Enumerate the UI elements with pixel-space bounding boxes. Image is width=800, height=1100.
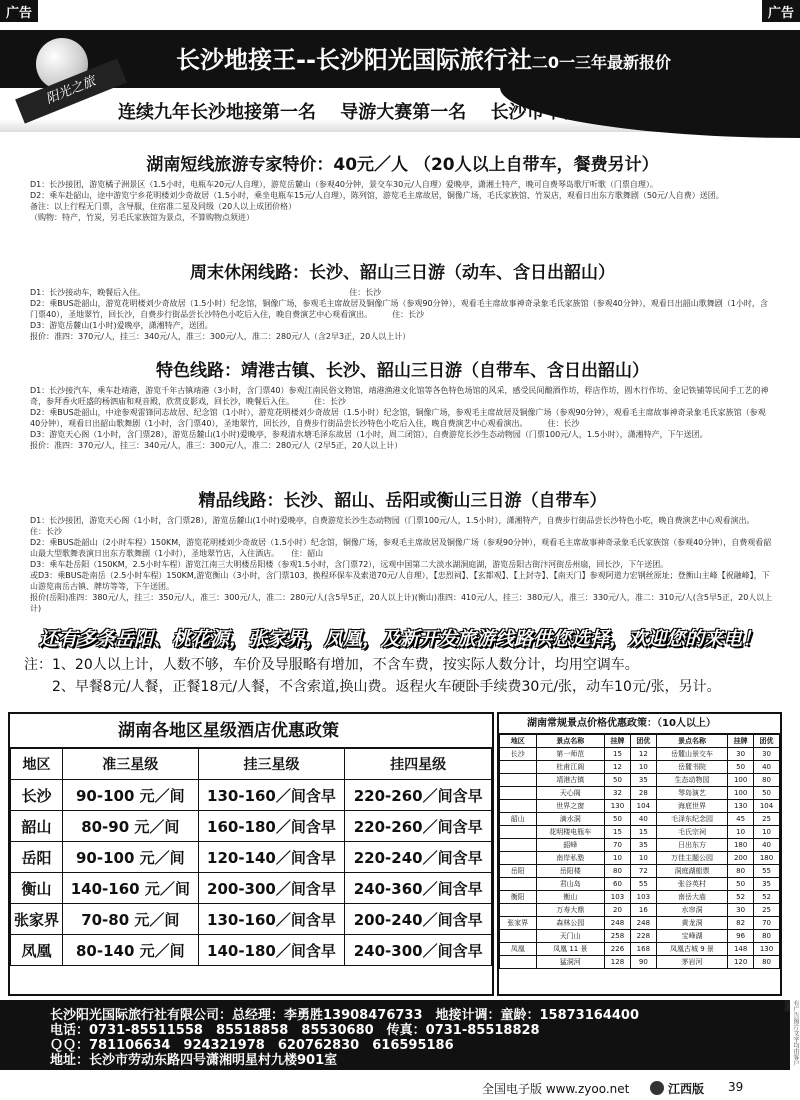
table-cell: 226: [605, 943, 631, 956]
table-cell: 50: [754, 787, 780, 800]
table-cell: [500, 800, 537, 813]
price-table: [499, 734, 780, 969]
table-cell: [500, 787, 537, 800]
table-cell: 80: [728, 865, 754, 878]
note-2: 2、早餐8元/人餐，正餐18元/人餐，不含索道,换山费。返程火车硬卧手续费30元/张，动车10元/张，另计。: [24, 679, 721, 695]
table-cell: 水帘洞: [656, 904, 727, 917]
table-cell: 衡阳: [500, 891, 537, 904]
table-cell: 衡山: [11, 873, 63, 904]
table-row: [11, 904, 492, 935]
bottom-bar: [0, 1076, 800, 1100]
footer-line: ＱＱ：781106634 924321978 620762830 616595186: [50, 1038, 454, 1053]
table-cell: 张谷英村: [656, 878, 727, 891]
table-cell: 40: [754, 761, 780, 774]
table-row: [500, 787, 780, 800]
itinerary-line: D3：游览天心阁（1小时，含门票28），游览岳麓山(1小时)爱晚亭，参观清水塘毛泽东故居（1小时，周二闭馆），自费游览长沙生态动物园（门票100元/人，1.5小时），潇湘特产，下午送团。: [30, 430, 708, 439]
table-row: [500, 852, 780, 865]
ribbon-logo: 阳光之旅: [15, 58, 127, 123]
table-cell: 130-160／间含早: [198, 780, 345, 811]
table-cell: 日出东方: [656, 839, 727, 852]
table-cell: 10: [754, 826, 780, 839]
table-cell: 72: [630, 865, 656, 878]
page-number: 39: [728, 1080, 744, 1094]
section-weekend-line: [30, 258, 775, 342]
table-cell: 茅岩河: [656, 956, 727, 969]
table-row: [500, 878, 780, 891]
table-cell: 30: [728, 748, 754, 761]
ad-label-left: 广告: [0, 0, 38, 22]
table-row: [11, 811, 492, 842]
table-cell: 82: [728, 917, 754, 930]
itinerary-line: D2：乘BUS赴韶山（2小时车程）150KM，游览花明楼刘少奇故居（1.5小时）纪念馆，铜像广场，参观毛主席故居及铜像广场（参观90分钟），观看毛主席故事神奇录象毛氏家族馆（参观40分钟），自费观看韶山最大型歌舞表演日出东方歌舞剧（1小时），圣地翠竹店，入住酒店。 住：韶山: [30, 538, 772, 558]
table-cell: 15: [630, 826, 656, 839]
table-cell: 50: [605, 774, 631, 787]
ad-label-right: 广告: [762, 0, 800, 22]
table-cell: 100: [728, 774, 754, 787]
contact-footer: [0, 1000, 790, 1070]
table-cell: 长沙: [11, 780, 63, 811]
footer-line: 电话：0731-85511558 85518858 85530680 传真：0731-85518828: [50, 1023, 540, 1038]
table-cell: 10: [630, 852, 656, 865]
table-cell: 50: [728, 761, 754, 774]
table-cell: 15: [605, 748, 631, 761]
table-cell: 35: [630, 774, 656, 787]
header-title-sub: 二0一三年最新报价: [531, 53, 672, 72]
table-row: [500, 917, 780, 930]
table-cell: 16: [630, 904, 656, 917]
table-cell: 长沙: [500, 748, 537, 761]
table-cell: 岳麓山景交车: [656, 748, 727, 761]
table-cell: 凤凰: [11, 935, 63, 966]
slogan-3: 长沙市十佳旅行社: [490, 102, 635, 123]
table-cell: 240-360／间含早: [345, 873, 492, 904]
slogans: [118, 98, 653, 124]
table-cell: 80-90 元／间: [62, 811, 198, 842]
itinerary-line: D2：乘BUS赴韶山，游览花明楼刘少奇故居（1.5小时）纪念馆，铜像广场，参观毛主席故居及铜像广场（参观90分钟），观看毛主席故事神奇录象毛氏家族馆（参观40分钟），观看日出韶山歌舞剧（1小时，含门票40），圣地翠竹，回长沙，自费步行街品尝长沙特色小吃后入住，晚自费演艺中心观看演出。 住：长沙: [30, 299, 768, 319]
table-cell: 世界之窗: [536, 800, 605, 813]
table-cell: 140-180／间含早: [198, 935, 345, 966]
table-cell: 180: [728, 839, 754, 852]
table-cell: 滴水洞: [536, 813, 605, 826]
itinerary-line: 或D3：乘BUS赴南岳（2.5小时车程）150KM,游览衡山（3小时，含门票103，换程环保车及索道70元/人自理），【忠烈祠】、【玄都观】、【上封寺】、【南天门】参观阿道力宏钢丝原址；登衡山主峰【祝融峰】，下山游览南岳古镇、牌坊等等，下午送团。: [30, 571, 770, 591]
header-title: [176, 40, 671, 75]
table-cell: 90-100 元／间: [62, 842, 198, 873]
table-row: [500, 748, 780, 761]
table-cell: 洞庭湖船票: [656, 865, 727, 878]
attraction-price-table: [497, 712, 782, 996]
itinerary-line: 备注：以上行程无门票，含导服，住宿准二星及同级（20人以上成团价格）: [30, 202, 297, 211]
table-cell: 248: [630, 917, 656, 930]
table-cell: 220-260／间含早: [345, 811, 492, 842]
note-1: 注：1、20人以上计，人数不够，车价及导服略有增加，不含车费，按实际人数分计，均用空调车。: [24, 657, 639, 673]
itinerary-line: D1：长沙接团，游览橘子洲景区（1.5小时，电瓶车20元/人自理），游览岳麓山（参观40分钟，景交车30元/人自理）爱晚亭，潇湘土特产，晚可自费琴岛歌厅听歌（门票自理）。: [30, 180, 658, 189]
table-cell: 160-180／间含早: [198, 811, 345, 842]
column-header: 挂牌: [728, 735, 754, 748]
table-cell: 南岳大庙: [656, 891, 727, 904]
section-title: 精品线路：长沙、韶山、岳阳或衡山三日游（自带车）: [198, 491, 607, 511]
table-cell: 128: [605, 956, 631, 969]
table-cell: 万佳主题公园: [656, 852, 727, 865]
table-cell: 200: [728, 852, 754, 865]
column-header: 景点名称: [656, 735, 727, 748]
table-row: [500, 761, 780, 774]
table-cell: 25: [754, 904, 780, 917]
footer-line: 长沙阳光国际旅行社有限公司：总经理：李勇胜13908476733 地接计调：童龄：15873164400: [50, 1008, 639, 1023]
table-row: [500, 943, 780, 956]
table-cell: 52: [754, 891, 780, 904]
itinerary-line: 报价：准四：370元/人，挂三：340元/人，准三：300元/人，准二：280元/人（含2早3正，20人以上计）: [30, 332, 411, 341]
table-cell: 凤凰: [500, 943, 537, 956]
table-cell: 40: [630, 813, 656, 826]
table-row: [11, 780, 492, 811]
column-header: 地区: [11, 749, 63, 780]
table-cell: 248: [605, 917, 631, 930]
column-header: 挂四星级: [345, 749, 492, 780]
table-row: [500, 826, 780, 839]
table-cell: [500, 774, 537, 787]
table-cell: 103: [630, 891, 656, 904]
edition-badge-icon: [650, 1081, 664, 1095]
table-cell: 花明楼电瓶车: [536, 826, 605, 839]
table-cell: 30: [754, 748, 780, 761]
table-cell: 28: [630, 787, 656, 800]
table-cell: 240-300／间含早: [345, 935, 492, 966]
table-cell: 130: [605, 800, 631, 813]
slogan-2: 导游大赛第一名: [340, 102, 467, 123]
table-cell: 90-100 元／间: [62, 780, 198, 811]
table-cell: 35: [754, 878, 780, 891]
table-cell: 120-140／间含早: [198, 842, 345, 873]
table-cell: 衡山: [536, 891, 605, 904]
table-cell: 35: [630, 839, 656, 852]
table-cell: 15: [605, 826, 631, 839]
table-cell: 96: [728, 930, 754, 943]
table-cell: 130-160／间含早: [198, 904, 345, 935]
section-premium-line: [30, 486, 775, 614]
table-cell: 258: [605, 930, 631, 943]
table-cell: 200-300／间含早: [198, 873, 345, 904]
table-cell: 张家界: [500, 917, 537, 930]
column-header: 团优: [754, 735, 780, 748]
table-cell: 228: [630, 930, 656, 943]
table-cell: 180: [754, 852, 780, 865]
price-table-title: 湖南常规景点价格优惠政策：（10人以上）: [499, 714, 780, 734]
table-cell: 10: [728, 826, 754, 839]
table-row: [500, 774, 780, 787]
itinerary-line: D2：乘车赴韶山，途中游览宁乡花明楼刘少奇故居（1.5小时，乘坐电瓶车15元/人自理），陈列馆，游览毛主席故居，铜像广场，毛氏家族馆、竹炭店，观看日出东方歌舞剧（50元/人自费）送团。: [30, 191, 724, 200]
table-cell: 130: [754, 943, 780, 956]
table-cell: [500, 761, 537, 774]
table-cell: 80: [754, 956, 780, 969]
table-cell: 森林公园: [536, 917, 605, 930]
itinerary-line: D1：长沙接汽车，乘车赴靖港，游览千年古镇靖港（3小时，含门票40）参观江南民俗文物馆，靖港渔港文化馆等各色特色场馆的风采，感受民间酿酒作坊，稃店作坊，圆木行作坊、金记铁铺等民间手工艺的神奇，参拜香火旺盛的杨泗庙和观音殿，欣赏皮影戏，回长沙，晚餐后入住。 住：长沙: [30, 386, 769, 406]
table-cell: 12: [605, 761, 631, 774]
site-url: 全国电子版 www.zyoo.net: [482, 1082, 630, 1096]
table-cell: 韶山: [500, 813, 537, 826]
table-cell: 海底世界: [656, 800, 727, 813]
footer-line: 地址：长沙市劳动东路四号潇湘明星村九楼901室: [50, 1053, 338, 1068]
table-cell: 70: [754, 917, 780, 930]
column-header: 挂三星级: [198, 749, 345, 780]
header: [0, 22, 800, 142]
table-row: [500, 813, 780, 826]
notes: [24, 654, 784, 698]
table-row: [500, 956, 780, 969]
table-cell: 凤凰 11 景: [536, 943, 605, 956]
section-title: 湖南短线旅游专家特价：40元／人 （20人以上自带车，餐费另计）: [146, 155, 659, 175]
table-row: [500, 930, 780, 943]
itinerary-line: D1：长沙接动车，晚餐后入住。 住：长沙: [30, 288, 382, 297]
side-caption: 有广告图片文字均由客户提供: [783, 1000, 799, 1066]
table-cell: 80: [605, 865, 631, 878]
table-cell: 25: [754, 813, 780, 826]
table-cell: 50: [728, 878, 754, 891]
table-cell: 猛洞河: [536, 956, 605, 969]
table-cell: 20: [605, 904, 631, 917]
table-cell: 韶峰: [536, 839, 605, 852]
table-cell: 220-240／间含早: [345, 842, 492, 873]
table-cell: 148: [728, 943, 754, 956]
table-cell: 45: [728, 813, 754, 826]
table-cell: 岳阳: [11, 842, 63, 873]
table-cell: 90: [630, 956, 656, 969]
table-cell: 10: [630, 761, 656, 774]
table-row: [500, 839, 780, 852]
table-cell: 220-260／间含早: [345, 780, 492, 811]
table-cell: 100: [728, 787, 754, 800]
table-row: [11, 873, 492, 904]
table-cell: 80: [754, 774, 780, 787]
table-cell: 104: [754, 800, 780, 813]
table-cell: 天心阁: [536, 787, 605, 800]
table-cell: 第一师范: [536, 748, 605, 761]
column-header: 挂牌: [605, 735, 631, 748]
table-cell: 50: [605, 813, 631, 826]
itinerary-line: （购物：特产，竹炭，另毛氏家族馆为景点，不算购物点须进）: [30, 213, 254, 222]
hotel-policy-table: [8, 712, 494, 996]
table-cell: 毛泽东纪念园: [656, 813, 727, 826]
section-short-line: [30, 150, 775, 223]
table-cell: 80-140 元／间: [62, 935, 198, 966]
table-cell: 70-80 元／间: [62, 904, 198, 935]
itinerary-line: D2：乘BUS赴韶山，中途参观雷锋同志故居、纪念馆（1小时），游览花明楼刘少奇故居（1.5小时）纪念馆，铜像广场，参观毛主席故居及铜像广场（参观90分钟），观看毛主席故事神奇录象毛氏家族馆（参观40分钟），观看日出韶山歌舞剧（1小时，含门票40），圣地翠竹，回长沙，自费步行街品尝长沙特色小吃后入住，晚自费演艺中心观看演出。 住：长沙: [30, 408, 766, 428]
table-cell: [500, 852, 537, 865]
table-cell: [500, 956, 537, 969]
table-cell: 岳阳: [500, 865, 537, 878]
table-cell: 32: [605, 787, 631, 800]
itinerary-line: D3：游览岳麓山(1小时)爱晚亭，潇湘特产，送团。: [30, 321, 213, 330]
itinerary-line: 报价：准四：370元/人，挂三：340元/人，准三：300元/人，准二：280元/人（2早5正，20人以上计）: [30, 441, 403, 450]
section-title: 周末休闲线路：长沙、韶山三日游（动车、含日出韶山）: [190, 263, 615, 283]
table-cell: [500, 904, 537, 917]
column-header: 准三星级: [62, 749, 198, 780]
column-header: 团优: [630, 735, 656, 748]
table-cell: 毛氏宗祠: [656, 826, 727, 839]
table-row: [500, 865, 780, 878]
table-cell: 10: [605, 852, 631, 865]
table-cell: 103: [605, 891, 631, 904]
table-cell: [500, 930, 537, 943]
slogan-1: 连续九年长沙地接第一名: [118, 102, 316, 123]
table-row: [11, 842, 492, 873]
section-title: 特色线路：靖港古镇、长沙、韶山三日游（自带车、含日出韶山）: [156, 361, 649, 381]
table-cell: 120: [728, 956, 754, 969]
table-cell: 12: [630, 748, 656, 761]
table-row: [11, 935, 492, 966]
table-cell: 杜甫江阁: [536, 761, 605, 774]
itinerary-line: D3：乘车赴岳阳（150KM，2.5小时车程）游览江南三大明楼岳阳楼（参观1.5小时，含门票72），远观中国第二大淡水湖洞庭湖，游览岳阳古街汴河街岳州扇，回长沙，下午送团。: [30, 560, 669, 569]
itinerary-line: D1：长沙接团，游览天心阁（1小时，含门票28），游览岳麓山(1小时)爱晚亭，自费游览长沙生态动物园（门票100元/人，1.5小时），潇湘特产，自费步行街品尝长沙特色小吃，晚自费演艺中心观看演出。 住：长沙: [30, 516, 767, 536]
header-title-main: 长沙地接王--长沙阳光国际旅行社: [176, 46, 532, 74]
table-cell: [500, 839, 537, 852]
table-row: [500, 800, 780, 813]
table-cell: 168: [630, 943, 656, 956]
table-header-row: [11, 749, 492, 780]
hotel-table-title: 湖南各地区星级酒店优惠政策: [10, 714, 492, 748]
table-cell: 琴岛演艺: [656, 787, 727, 800]
promo-banner: 还有多条岳阳、桃花源，张家界，凤凰，及新开发旅游线路供您选择，欢迎您的来电！: [38, 628, 761, 650]
table-cell: 万寿大鼎: [536, 904, 605, 917]
table-cell: 104: [630, 800, 656, 813]
table-cell: 岳阳楼: [536, 865, 605, 878]
itinerary-line: 报价(岳阳)准四：380元/人，挂三：350元/人，准三：300元/人，准二：280元/人(含5早5正，20人以上计)(衡山)准四：410元/人，挂三：380元/人，准三：330元/人，准二：310元/人(含5早5正，20人以上计): [30, 593, 773, 613]
table-cell: 30: [728, 904, 754, 917]
table-cell: 黄龙洞: [656, 917, 727, 930]
table-cell: 靖港古镇: [536, 774, 605, 787]
edition-label: 江西版: [668, 1082, 705, 1096]
table-cell: 80: [754, 930, 780, 943]
table-cell: [500, 878, 537, 891]
table-cell: 韶山: [11, 811, 63, 842]
table-cell: 55: [630, 878, 656, 891]
table-cell: 张家界: [11, 904, 63, 935]
table-cell: 天门山: [536, 930, 605, 943]
section-feature-line: [30, 356, 775, 451]
table-cell: 宝峰湖: [656, 930, 727, 943]
table-row: [500, 904, 780, 917]
table-cell: 200-240／间含早: [345, 904, 492, 935]
table-cell: 生态动物园: [656, 774, 727, 787]
table-cell: 55: [754, 865, 780, 878]
table-cell: [500, 826, 537, 839]
table-cell: 52: [728, 891, 754, 904]
table-cell: 岳麓书院: [656, 761, 727, 774]
table-cell: 130: [728, 800, 754, 813]
table-cell: 南岸私塾: [536, 852, 605, 865]
table-header-row: [500, 735, 780, 748]
table-cell: 君山岛: [536, 878, 605, 891]
table-row: [500, 891, 780, 904]
hotel-table: [10, 748, 492, 966]
table-cell: 60: [605, 878, 631, 891]
column-header: 景点名称: [536, 735, 605, 748]
table-cell: 140-160 元／间: [62, 873, 198, 904]
column-header: 地区: [500, 735, 537, 748]
table-cell: 凤凰古城 9 景: [656, 943, 727, 956]
table-cell: 70: [605, 839, 631, 852]
table-cell: 40: [754, 839, 780, 852]
